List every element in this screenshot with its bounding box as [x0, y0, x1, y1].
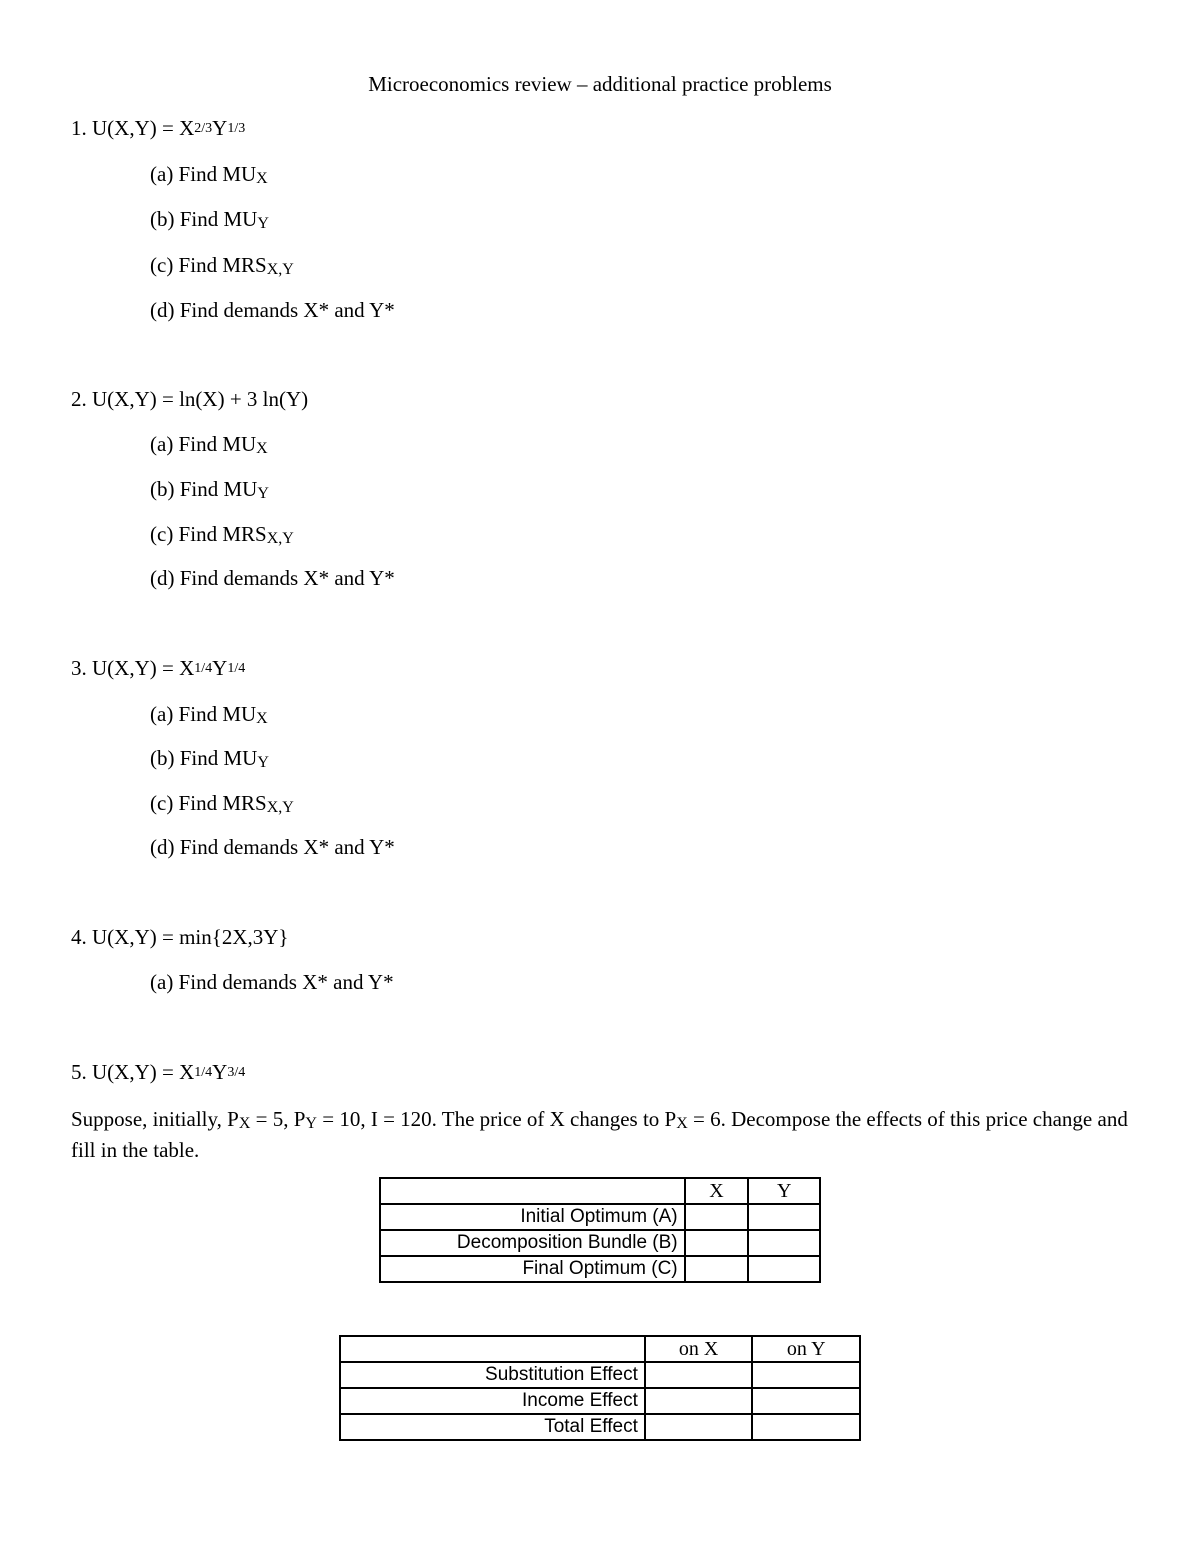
paragraph-text: = 6. Decompose the effects of this price change and fill in the table. [71, 1107, 1128, 1162]
problem-4-utility [71, 924, 289, 950]
part-text: (b) Find MU [150, 746, 258, 770]
header-cell-x: X [685, 1178, 749, 1204]
utility-text: Y [212, 656, 228, 680]
problem-2-part-b [150, 476, 269, 505]
problem-2-utility [71, 386, 308, 412]
header-cell-on-y: on Y [752, 1336, 860, 1362]
problem-number: 3. [71, 656, 87, 680]
answer-cell-y[interactable] [748, 1230, 820, 1256]
problem-1-part-d [150, 297, 395, 323]
subscript: X,Y [266, 799, 294, 816]
part-text: (c) Find MRS [150, 522, 267, 546]
table-header-row [380, 1178, 820, 1204]
row-label: Total Effect [340, 1414, 645, 1440]
problem-4-part-a [150, 969, 394, 995]
problem-3-part-b [150, 745, 269, 774]
row-label: Substitution Effect [340, 1362, 645, 1388]
subscript: X [256, 440, 268, 457]
table-header-row [340, 1336, 860, 1362]
paragraph-text: = 10, I = 120. The price of X changes to P [316, 1107, 677, 1131]
utility-text: U(X,Y) = X [92, 1060, 195, 1084]
effects-table [339, 1335, 861, 1441]
problem-3-part-d [150, 834, 395, 860]
problem-2-part-d [150, 565, 395, 591]
part-text: (a) Find MU [150, 432, 257, 456]
row-label: Initial Optimum (A) [380, 1204, 685, 1230]
part-text: (d) Find demands X* and Y* [150, 566, 395, 590]
exponent: 1/4 [194, 661, 213, 676]
part-text: (c) Find MRS [150, 253, 267, 277]
utility-text: U(X,Y) = min{2X,3Y} [92, 925, 289, 949]
subscript: X,Y [266, 261, 294, 278]
exponent: 1/3 [227, 121, 246, 136]
answer-cell-y[interactable] [752, 1362, 860, 1388]
problem-number: 1. [71, 116, 87, 140]
problem-1-part-c [150, 252, 294, 281]
table-row [380, 1230, 820, 1256]
exponent: 1/4 [194, 1065, 213, 1080]
exponent: 1/4 [227, 661, 246, 676]
problem-2-part-c [150, 521, 294, 550]
utility-text: U(X,Y) = X [92, 116, 195, 140]
subscript: Y [305, 1115, 317, 1132]
part-text: (d) Find demands X* and Y* [150, 835, 395, 859]
optimum-table [379, 1177, 821, 1283]
answer-cell-y[interactable] [748, 1256, 820, 1282]
part-text: (c) Find MRS [150, 791, 267, 815]
answer-cell-x[interactable] [685, 1256, 749, 1282]
subscript: X [676, 1115, 688, 1132]
table-row [380, 1204, 820, 1230]
problem-number: 4. [71, 925, 87, 949]
header-cell [380, 1178, 685, 1204]
row-label: Income Effect [340, 1388, 645, 1414]
table-row [340, 1414, 860, 1440]
answer-cell-y[interactable] [752, 1414, 860, 1440]
header-cell-y: Y [748, 1178, 820, 1204]
answer-cell-x[interactable] [645, 1388, 753, 1414]
exponent: 3/4 [227, 1065, 246, 1080]
answer-cell-y[interactable] [752, 1388, 860, 1414]
exponent: 2/3 [194, 121, 213, 136]
problem-5-instructions [71, 1105, 1151, 1165]
header-cell [340, 1336, 645, 1362]
problem-3-part-a [150, 701, 268, 730]
part-text: (a) Find MU [150, 162, 257, 186]
problem-1-utility [71, 115, 245, 145]
part-text: (d) Find demands X* and Y* [150, 298, 395, 322]
utility-text: Y [212, 116, 228, 140]
subscript: X [238, 1115, 251, 1132]
problem-number: 2. [71, 387, 87, 411]
subscript: X [256, 710, 268, 727]
table-row [340, 1362, 860, 1388]
table-row [380, 1256, 820, 1282]
part-text: (b) Find MU [150, 207, 258, 231]
problem-5-utility [71, 1059, 245, 1089]
problem-3-utility [71, 655, 245, 685]
header-cell-on-x: on X [645, 1336, 753, 1362]
subscript: Y [257, 754, 269, 771]
utility-text: U(X,Y) = X [92, 656, 195, 680]
part-text: (a) Find demands X* and Y* [150, 970, 394, 994]
answer-cell-y[interactable] [748, 1204, 820, 1230]
problem-3-part-c [150, 790, 294, 819]
problem-1-part-a [150, 161, 268, 190]
subscript: X,Y [266, 530, 294, 547]
part-text: (a) Find MU [150, 702, 257, 726]
page-title: Microeconomics review – additional practice problems [368, 72, 832, 96]
subscript: Y [257, 215, 269, 232]
problem-2-part-a [150, 431, 268, 460]
row-label: Final Optimum (C) [380, 1256, 685, 1282]
paragraph-text: = 5, P [250, 1107, 306, 1131]
answer-cell-x[interactable] [685, 1230, 749, 1256]
subscript: Y [257, 485, 269, 502]
part-text: (b) Find MU [150, 477, 258, 501]
row-label: Decomposition Bundle (B) [380, 1230, 685, 1256]
subscript: X [256, 170, 268, 187]
utility-text: Y [212, 1060, 228, 1084]
answer-cell-x[interactable] [645, 1414, 753, 1440]
answer-cell-x[interactable] [645, 1362, 753, 1388]
answer-cell-x[interactable] [685, 1204, 749, 1230]
utility-text: U(X,Y) = ln(X) + 3 ln(Y) [92, 387, 309, 411]
problem-number: 5. [71, 1060, 87, 1084]
paragraph-text: Suppose, initially, P [71, 1107, 239, 1131]
problem-1-part-b [150, 206, 269, 235]
table-row [340, 1388, 860, 1414]
